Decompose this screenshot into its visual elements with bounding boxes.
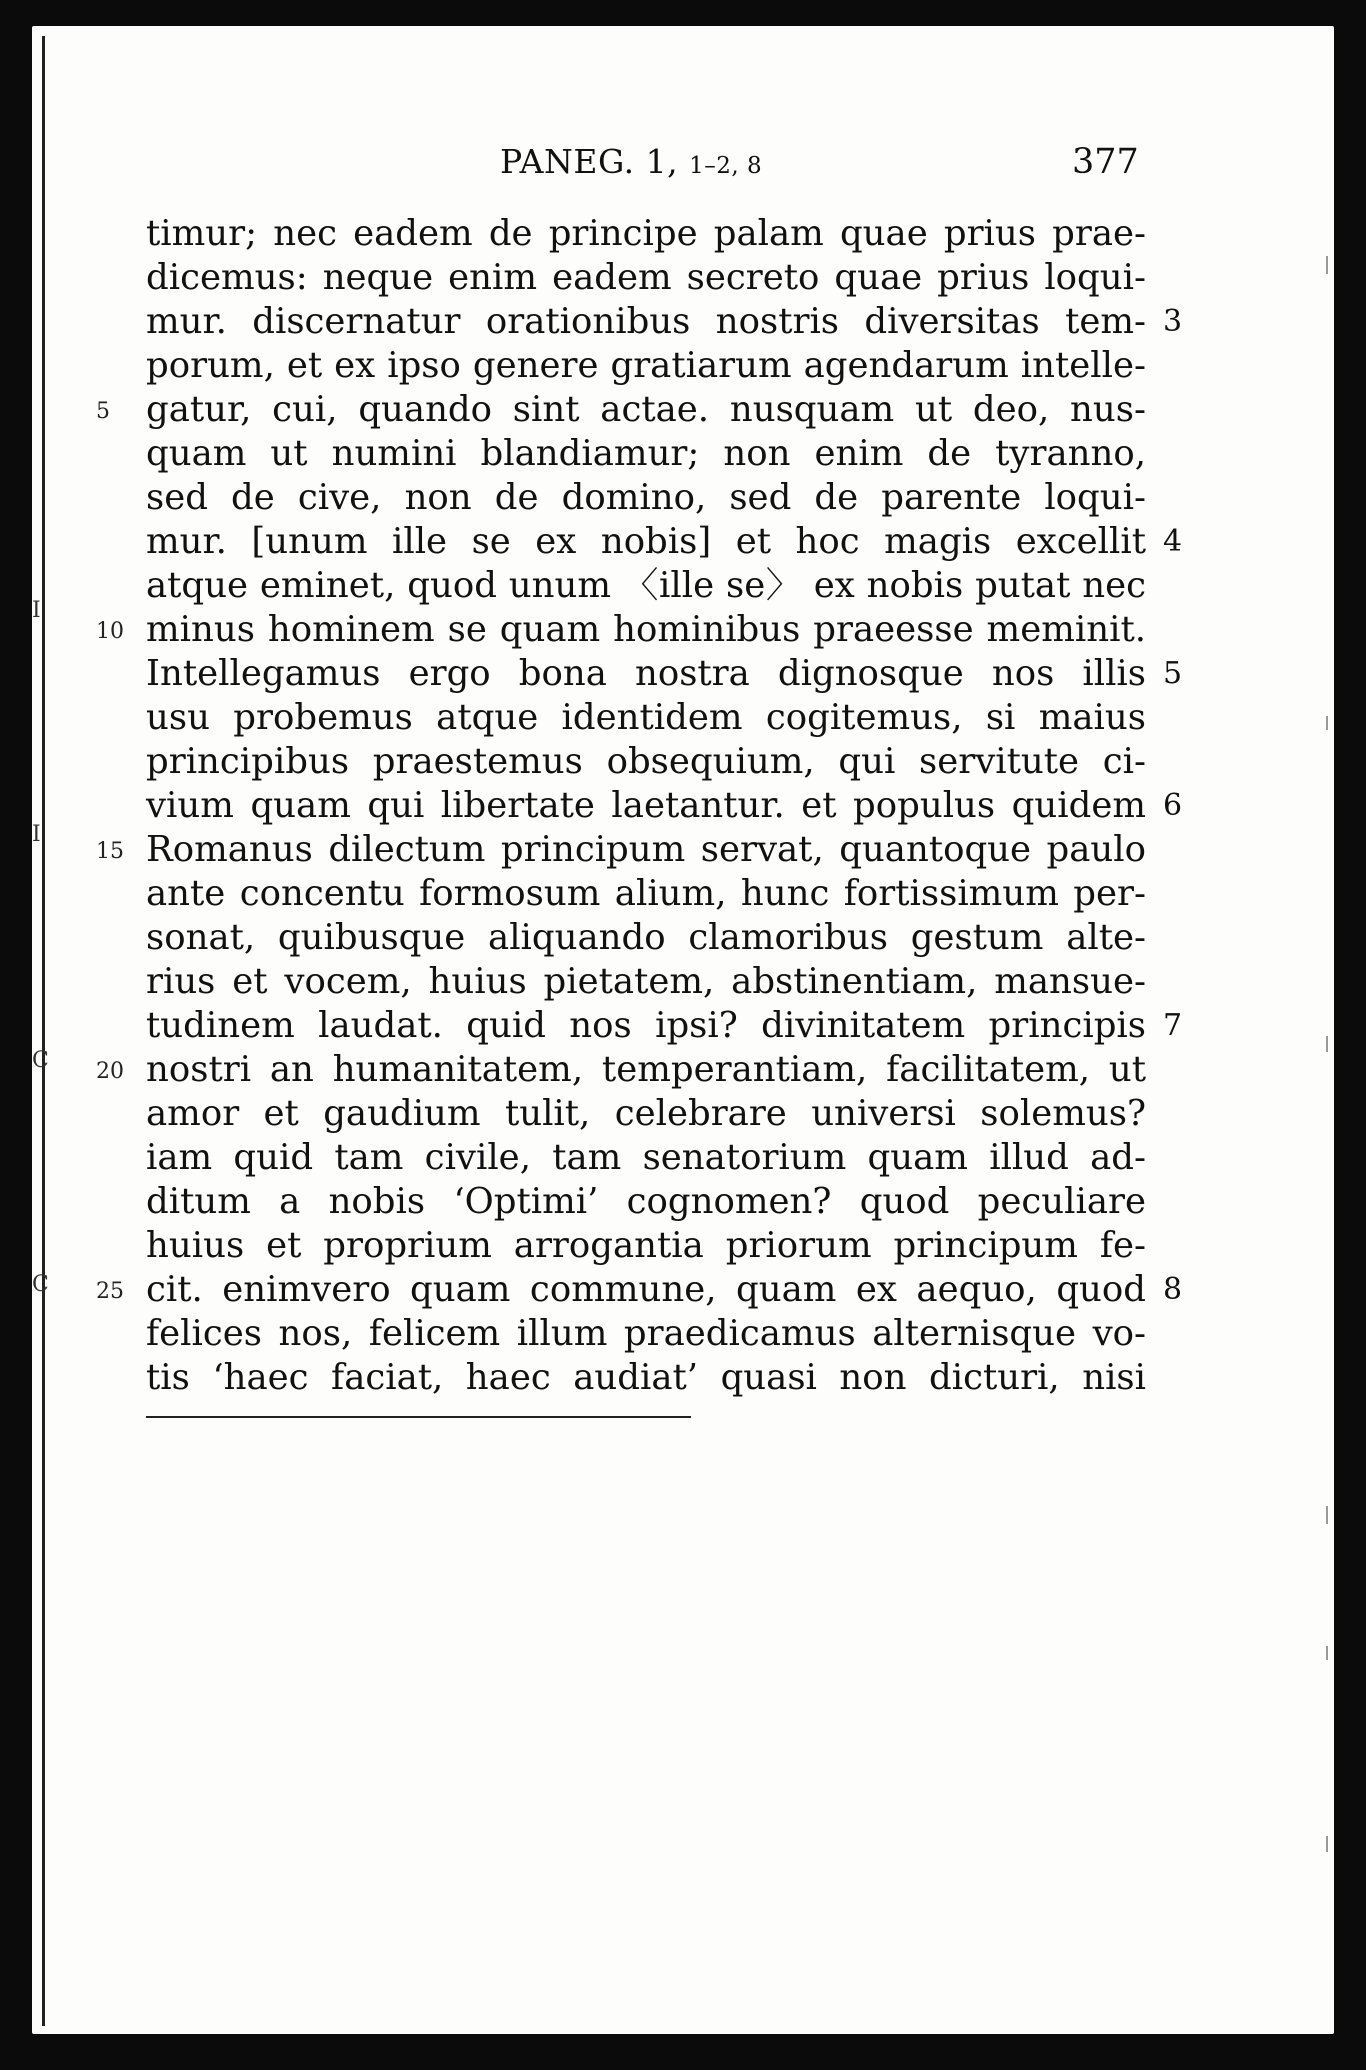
footnote-rule bbox=[146, 1416, 691, 1418]
text-line bbox=[146, 1224, 1146, 1268]
text-line bbox=[146, 1356, 1146, 1400]
section-number: 6 bbox=[1163, 788, 1183, 823]
margin-mark: I bbox=[32, 598, 41, 623]
text-line bbox=[146, 300, 1183, 344]
text-line bbox=[96, 828, 1146, 872]
line-text: felices nos, felicem illum praedicamus alternisque vo- bbox=[146, 1313, 1146, 1354]
text-line bbox=[146, 740, 1146, 784]
running-head-title: PANEG. 1, bbox=[500, 142, 690, 181]
line-text: timur; nec eadem de principe palam quae prius prae- bbox=[146, 213, 1146, 254]
text-line bbox=[146, 432, 1146, 476]
text-line bbox=[146, 1092, 1146, 1136]
text-line bbox=[146, 212, 1146, 256]
section-number: 5 bbox=[1163, 656, 1183, 691]
line-text: sed de cive, non de domino, sed de parente loqui- bbox=[146, 477, 1146, 518]
line-text: porum, et ex ipso genere gratiarum agendarum intelle- bbox=[146, 345, 1146, 386]
section-number: 8 bbox=[1163, 1272, 1183, 1307]
text-line bbox=[146, 256, 1146, 300]
line-text: gatur, cui, quando sint actae. nusquam ut deo, nus- bbox=[146, 389, 1146, 430]
margin-mark: I bbox=[32, 822, 41, 847]
line-number: 10 bbox=[96, 619, 124, 644]
line-text: cit. enimvero quam commune, quam ex aequo, quod bbox=[146, 1269, 1146, 1310]
line-text: tudinem laudat. quid nos ipsi? divinitatem principis bbox=[146, 1005, 1146, 1046]
text-line bbox=[146, 1004, 1183, 1048]
line-text: ante concentu formosum alium, hunc fortissimum per- bbox=[146, 873, 1146, 914]
line-text: iam quid tam civile, tam senatorium quam illud ad- bbox=[146, 1137, 1146, 1178]
text-line bbox=[146, 344, 1146, 388]
book-page bbox=[32, 26, 1334, 2034]
line-text: dicemus: neque enim eadem secreto quae prius loqui- bbox=[146, 257, 1146, 298]
line-text: rius et vocem, huius pietatem, abstinentiam, mansue- bbox=[146, 961, 1146, 1002]
text-line bbox=[146, 1312, 1146, 1356]
page-edge-mark bbox=[1326, 1646, 1328, 1660]
text-line bbox=[96, 1048, 1146, 1092]
page-edge-mark bbox=[1326, 1836, 1328, 1852]
line-text: minus hominem se quam hominibus praeesse meminit. bbox=[146, 609, 1146, 650]
running-head-range: 1–2, 8 bbox=[689, 153, 763, 179]
text-line bbox=[146, 960, 1146, 1004]
line-text: vium quam qui libertate laetantur. et populus quidem bbox=[146, 785, 1146, 826]
page-edge-mark bbox=[1326, 256, 1328, 274]
text-line bbox=[146, 652, 1183, 696]
line-number: 15 bbox=[96, 839, 124, 864]
line-text: atque eminet, quod unum 〈ille se〉 ex nobis putat nec bbox=[146, 565, 1146, 606]
page-number: 377 bbox=[1072, 142, 1139, 182]
line-text: Intellegamus ergo bona nostra dignosque nos illis bbox=[146, 653, 1146, 694]
page-edge-mark bbox=[1326, 716, 1328, 730]
page-edge-mark bbox=[1326, 1506, 1328, 1524]
text-line bbox=[96, 608, 1146, 652]
line-text: quam ut numini blandiamur; non enim de tyranno, bbox=[146, 433, 1146, 474]
line-number: 5 bbox=[96, 399, 110, 424]
line-text: amor et gaudium tulit, celebrare universi solemus? bbox=[146, 1093, 1146, 1134]
line-text: sonat, quibusque aliquando clamoribus gestum alte- bbox=[146, 917, 1146, 958]
line-text: ditum a nobis ‘Optimi’ cognomen? quod peculiare bbox=[146, 1181, 1146, 1222]
text-line bbox=[146, 1136, 1146, 1180]
text-line bbox=[96, 388, 1146, 432]
margin-mark: C bbox=[32, 1272, 49, 1297]
text-line bbox=[96, 1268, 1183, 1312]
section-number: 4 bbox=[1163, 524, 1183, 559]
line-text: usu probemus atque identidem cogitemus, si maius bbox=[146, 697, 1146, 738]
text-line bbox=[146, 784, 1183, 828]
line-text: nostri an humanitatem, temperantiam, facilitatem, ut bbox=[146, 1049, 1146, 1090]
page-edge-mark bbox=[1326, 1036, 1328, 1052]
margin-mark: C bbox=[32, 1048, 49, 1073]
line-text: mur. discernatur orationibus nostris diversitas tem- bbox=[146, 301, 1146, 342]
text-line bbox=[146, 520, 1183, 564]
text-line bbox=[146, 476, 1146, 520]
text-line bbox=[146, 872, 1146, 916]
text-line bbox=[146, 916, 1146, 960]
running-head bbox=[500, 142, 762, 181]
section-number: 7 bbox=[1163, 1008, 1183, 1043]
latin-text-block bbox=[96, 212, 1183, 1400]
text-line bbox=[146, 1180, 1146, 1224]
line-number: 25 bbox=[96, 1279, 124, 1304]
line-text: mur. [unum ille se ex nobis] et hoc magis excellit bbox=[146, 521, 1146, 562]
line-text: Romanus dilectum principum servat, quantoque paulo bbox=[146, 829, 1146, 870]
text-line bbox=[146, 564, 1146, 608]
line-text: huius et proprium arrogantia priorum principum fe- bbox=[146, 1225, 1146, 1266]
line-number: 20 bbox=[96, 1059, 124, 1084]
text-line bbox=[146, 696, 1146, 740]
line-text: principibus praestemus obsequium, qui servitute ci- bbox=[146, 741, 1146, 782]
line-text: tis ‘haec faciat, haec audiat’ quasi non dicturi, nisi bbox=[146, 1357, 1146, 1398]
gutter-shadow bbox=[42, 36, 45, 2026]
section-number: 3 bbox=[1163, 304, 1183, 339]
